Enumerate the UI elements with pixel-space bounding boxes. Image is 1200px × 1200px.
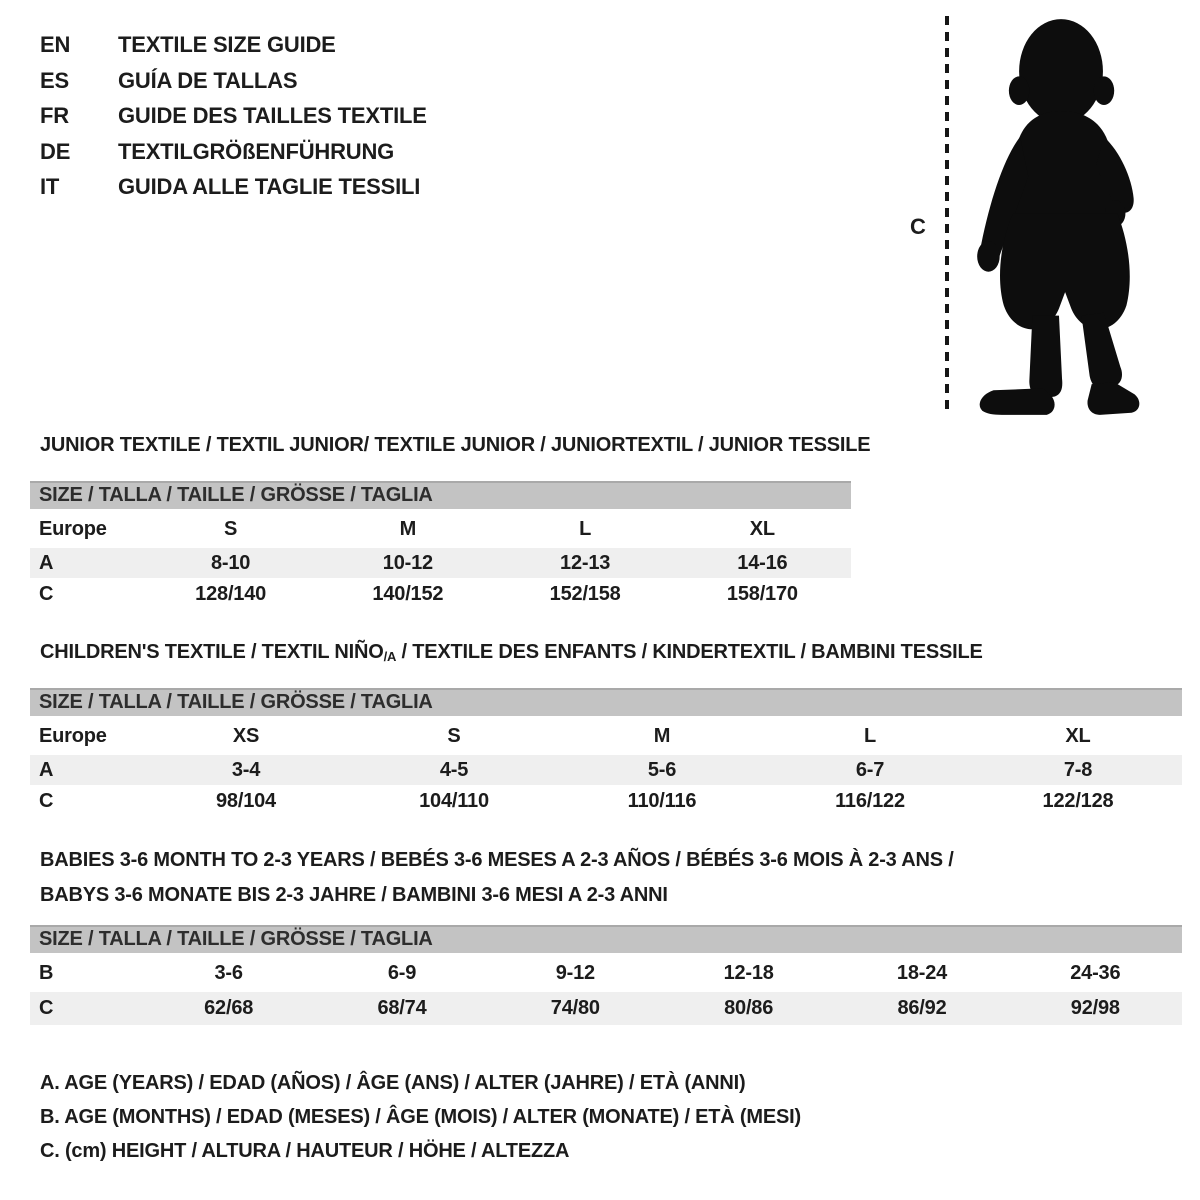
language-title-list [40, 27, 427, 205]
table-header-size-row: SIZE / TALLA / TAILLE / GRÖSSE / TAGLIA [30, 481, 851, 509]
table-cell: 68/74 [377, 997, 427, 1019]
size-table-children [30, 688, 1182, 818]
lang-row-es [40, 63, 427, 99]
legend-line-height: C. (cm) HEIGHT / ALTURA / HAUTEUR / HÖHE / ALTEZZA [40, 1140, 570, 1162]
lang-code: IT [40, 174, 60, 199]
guide-title-de: TEXTILGRÖßENFÜHRUNG [118, 138, 395, 164]
size-table-junior [30, 481, 851, 611]
lang-row-en [40, 27, 427, 63]
heading-children-post: / TEXTILE DES ENFANTS / KINDERTEXTIL / BAMBINI TESSILE [396, 641, 983, 663]
lang-code: ES [40, 67, 69, 93]
lang-code: EN [40, 32, 71, 57]
table-row-age-years [30, 548, 851, 578]
table-row-height-cm [30, 785, 1182, 818]
table-cell: 110/116 [627, 790, 697, 812]
table-cell: 18-24 [896, 962, 948, 984]
guide-title-en: TEXTILE SIZE GUIDE [118, 32, 336, 57]
table-cell: 12-13 [560, 551, 611, 574]
table-cell: XL [1065, 725, 1091, 747]
lang-row-it [40, 169, 427, 205]
table-cell: 5-6 [647, 758, 677, 781]
table-cell: 128/140 [195, 583, 267, 605]
row-label: A [39, 758, 54, 781]
table-cell: XL [749, 518, 775, 540]
table-cell: 158/170 [726, 583, 798, 605]
height-measure-dashed-line [945, 16, 949, 416]
table-cell: 3-6 [214, 962, 243, 984]
table-cell: 14-16 [737, 551, 788, 574]
table-cell: 62/68 [204, 997, 254, 1019]
table-cell: 86/92 [897, 997, 947, 1019]
legend-line-age-months: B. AGE (MONTHS) / EDAD (MESES) / ÂGE (MOIS) / ALTER (MONATE) / ETÀ (MESI) [40, 1106, 801, 1128]
table-cell: 74/80 [550, 997, 600, 1019]
table-cell: 116/122 [835, 790, 905, 812]
heading-babies-line2: BABYS 3-6 MONATE BIS 2-3 JAHRE / BAMBINI 3-6 MESI A 2-3 ANNI [40, 884, 668, 906]
table-cell: 122/128 [1042, 790, 1114, 812]
section-heading-babies [40, 843, 954, 913]
table-row-age-months [30, 955, 1182, 992]
lang-code: DE [40, 138, 71, 164]
table-cell: 152/158 [549, 583, 621, 605]
table-cell: L [863, 725, 877, 747]
table-row-europe [30, 718, 1182, 755]
row-label: B [39, 962, 54, 984]
table-cell: 140/152 [372, 583, 444, 605]
table-cell: 8-10 [211, 551, 251, 574]
table-cell: 6-7 [855, 758, 885, 781]
table-header-size-row: SIZE / TALLA / TAILLE / GRÖSSE / TAGLIA [30, 925, 1182, 953]
section-heading-children [40, 641, 983, 664]
table-cell: 4-5 [439, 758, 469, 781]
table-cell: S [447, 725, 461, 747]
table-row-height-cm [30, 578, 851, 611]
guide-title-fr: GUIDE DES TAILLES TEXTILE [118, 103, 427, 128]
legend-line-age-years: A. AGE (YEARS) / EDAD (AÑOS) / ÂGE (ANS) / ALTER (JAHRE) / ETÀ (ANNI) [40, 1072, 746, 1094]
section-heading-junior: JUNIOR TEXTILE / TEXTIL JUNIOR/ TEXTILE JUNIOR / JUNIORTEXTIL / JUNIOR TESSILE [40, 434, 871, 456]
row-label: C [39, 583, 54, 605]
heading-children-pre: CHILDREN'S TEXTILE / TEXTIL NIÑO [40, 641, 384, 663]
table-cell: 9-12 [555, 962, 595, 984]
lang-code: FR [40, 103, 69, 128]
table-cell: 3-4 [231, 758, 261, 781]
guide-title-it: GUIDA ALLE TAGLIE TESSILI [118, 174, 421, 199]
measurement-legend [40, 1066, 801, 1168]
size-table-babies [30, 925, 1182, 1025]
lang-row-fr [40, 98, 427, 134]
table-cell: 12-18 [723, 962, 774, 984]
table-cell: S [224, 518, 238, 540]
heading-babies-line1: BABIES 3-6 MONTH TO 2-3 YEARS / BEBÉS 3-6 MESES A 2-3 AÑOS / BÉBÉS 3-6 MOIS À 2-3 ANS / [40, 849, 954, 871]
heading-children-sub: /A [383, 649, 397, 664]
table-cell: 104/110 [419, 790, 489, 812]
table-row-height-cm [30, 992, 1182, 1025]
table-cell: L [579, 518, 592, 540]
row-label: C [39, 790, 54, 812]
table-cell: 10-12 [382, 551, 433, 574]
table-cell: XS [232, 725, 260, 747]
guide-title-es: GUÍA DE TALLAS [118, 67, 298, 93]
table-cell: 7-8 [1063, 758, 1093, 781]
row-label: Europe [39, 725, 107, 747]
height-measure-label: C [910, 214, 926, 239]
table-cell: M [653, 725, 671, 747]
table-cell: 24-36 [1070, 962, 1121, 984]
row-label: Europe [39, 518, 107, 540]
table-cell: 98/104 [216, 790, 276, 812]
table-row-europe [30, 511, 851, 548]
row-label: C [39, 997, 54, 1019]
table-cell: M [399, 518, 417, 540]
table-cell: 80/86 [724, 997, 774, 1019]
row-label: A [39, 551, 54, 574]
lang-row-de [40, 134, 427, 170]
table-cell: 6-9 [387, 962, 417, 984]
table-header-size-row: SIZE / TALLA / TAILLE / GRÖSSE / TAGLIA [30, 688, 1182, 716]
table-row-age-years [30, 755, 1182, 785]
toddler-silhouette-icon [973, 13, 1147, 422]
table-cell: 92/98 [1070, 997, 1120, 1019]
